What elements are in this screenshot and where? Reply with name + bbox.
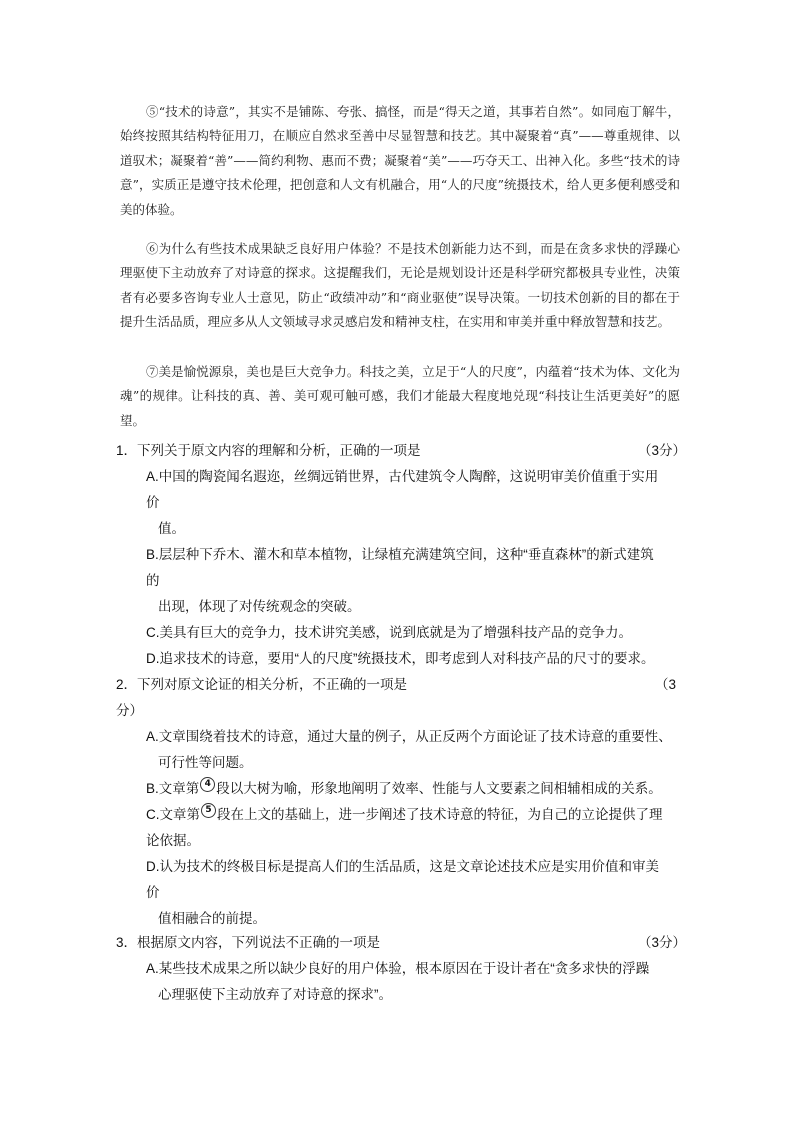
option-a-line-1: A.某些技术成果之所以缺少良好的用户体验，根本原因在于设计者在“贪多求快的浮躁 (146, 961, 650, 976)
question-3 (116, 930, 686, 1008)
option-b-line-2: 的 (146, 573, 160, 588)
question-1-stem (116, 438, 686, 464)
question-2-score: （3 (654, 677, 676, 692)
option-a-line-3: 值。 (158, 521, 185, 536)
question-2 (116, 672, 686, 932)
option-d-line-3: 值相融合的前提。 (158, 911, 266, 926)
option-b-line-1: B.层层种下乔木、灌木和草本植物，让绿植充满建筑空间，这种“垂直森林”的新式建筑 (146, 547, 654, 562)
circled-number-5: 5 (201, 803, 216, 818)
option-a-line-2: 可行性等问题。 (158, 755, 253, 770)
option-c-text: 段在上文的基础上，进一步阐述了技术诗意的特征，为自己的立论提供了理 (217, 807, 663, 822)
question-3-option-a (146, 956, 686, 1008)
option-a-line-2: 心理驱使下主动放弃了对诗意的探求”。 (158, 987, 392, 1002)
question-2-option-d (146, 854, 686, 932)
question-2-score-wrap: 分） (116, 703, 143, 718)
paragraph-5: ⑤“技术的诗意”，其实不是铺陈、夸张、搞怪，而是“得天之道，其事若自然”。如同庖丁解牛，始终按照其结构特征用刀，在顺应自然求至善中尽显智慧和技艺。其中凝聚着“真”——尊重规律、以道驭术；凝聚着“善”——简约利物、惠而不费；凝聚着“美”——巧夺天工、出神入化。多些“技术的诗意”，实质正是遵守技术伦理，把创意和人文有机融合，用“人的尺度”统摄技术，给人更多便利感受和美的体验。 (120, 104, 680, 217)
option-a-line-2: 价 (146, 495, 160, 510)
question-1-score: （3分） (637, 443, 686, 458)
option-b-prefix: B.文章第 (146, 781, 200, 796)
question-1-text: 1．下列关于原文内容的理解和分析，正确的一项是 (116, 443, 421, 458)
question-2-stem (116, 672, 686, 698)
question-1-option-c: C.美具有巨大的竞争力，技术讲究美感，说到底就是为了增强科技产品的竞争力。 (146, 625, 632, 640)
question-1-option-d: D.追求技术的诗意，要用“人的尺度”统摄技术，即考虑到人对科技产品的尺寸的要求。 (146, 651, 655, 666)
question-2-option-a (146, 724, 686, 776)
option-c-prefix: C.文章第 (146, 807, 200, 822)
question-2-option-b (146, 776, 686, 802)
paragraph-7: ⑦美是愉悦源泉，美也是巨大竞争力。科技之美，立足于“人的尺度”，内蕴着“技术为体、文化为魂”的规律。让科技的真、善、美可观可触可感，我们才能最大程度地兑现“科技让生活更美好”的愿望。 (120, 364, 680, 428)
option-b-text: 段以大树为喻，形象地阐明了效率、性能与人文要素之间相辅相成的关系。 (216, 781, 662, 796)
option-a-line-1: A.中国的陶瓷闻名遐迩，丝绸远销世界，古代建筑令人陶醉，这说明审美价值重于实用 (146, 469, 659, 484)
option-d-line-1: D.认为技术的终极目标是提高人们的生活品质，这是文章论述技术应是实用价值和审美 (146, 859, 659, 874)
paragraph-6: ⑥为什么有些技术成果缺乏良好用户体验？不是技术创新能力达不到，而是在贪多求快的浮躁心理驱使下主动放弃了对诗意的探求。这提醒我们，无论是规划设计还是科学研究都极具专业性，决策者有必要多咨询专业人士意见，防止“政绩冲动”和“商业驱使”误导决策。一切技术创新的目的都在于提升生活品质，理应多从人文领域寻求灵感启发和精神支柱，在实用和审美并重中释放智慧和技艺。 (120, 241, 680, 330)
question-3-score: （3分） (637, 935, 686, 950)
question-3-stem (116, 930, 686, 956)
option-d-line-2: 价 (146, 885, 160, 900)
question-3-text: 3．根据原文内容，下列说法不正确的一项是 (116, 935, 381, 950)
question-2-text: 2．下列对原文论证的相关分析，不正确的一项是 (116, 677, 408, 692)
question-1-option-b (146, 542, 686, 620)
question-1 (116, 438, 686, 672)
option-a-line-1: A.文章围绕着技术的诗意，通过大量的例子，从正反两个方面论证了技术诗意的重要性、 (146, 729, 672, 744)
question-2-option-c (146, 802, 686, 854)
option-b-line-3: 出现，体现了对传统观念的突破。 (158, 599, 361, 614)
circled-number-4: 4 (200, 777, 215, 792)
option-c-line-2: 论依据。 (146, 833, 200, 848)
question-1-option-a (146, 464, 686, 542)
